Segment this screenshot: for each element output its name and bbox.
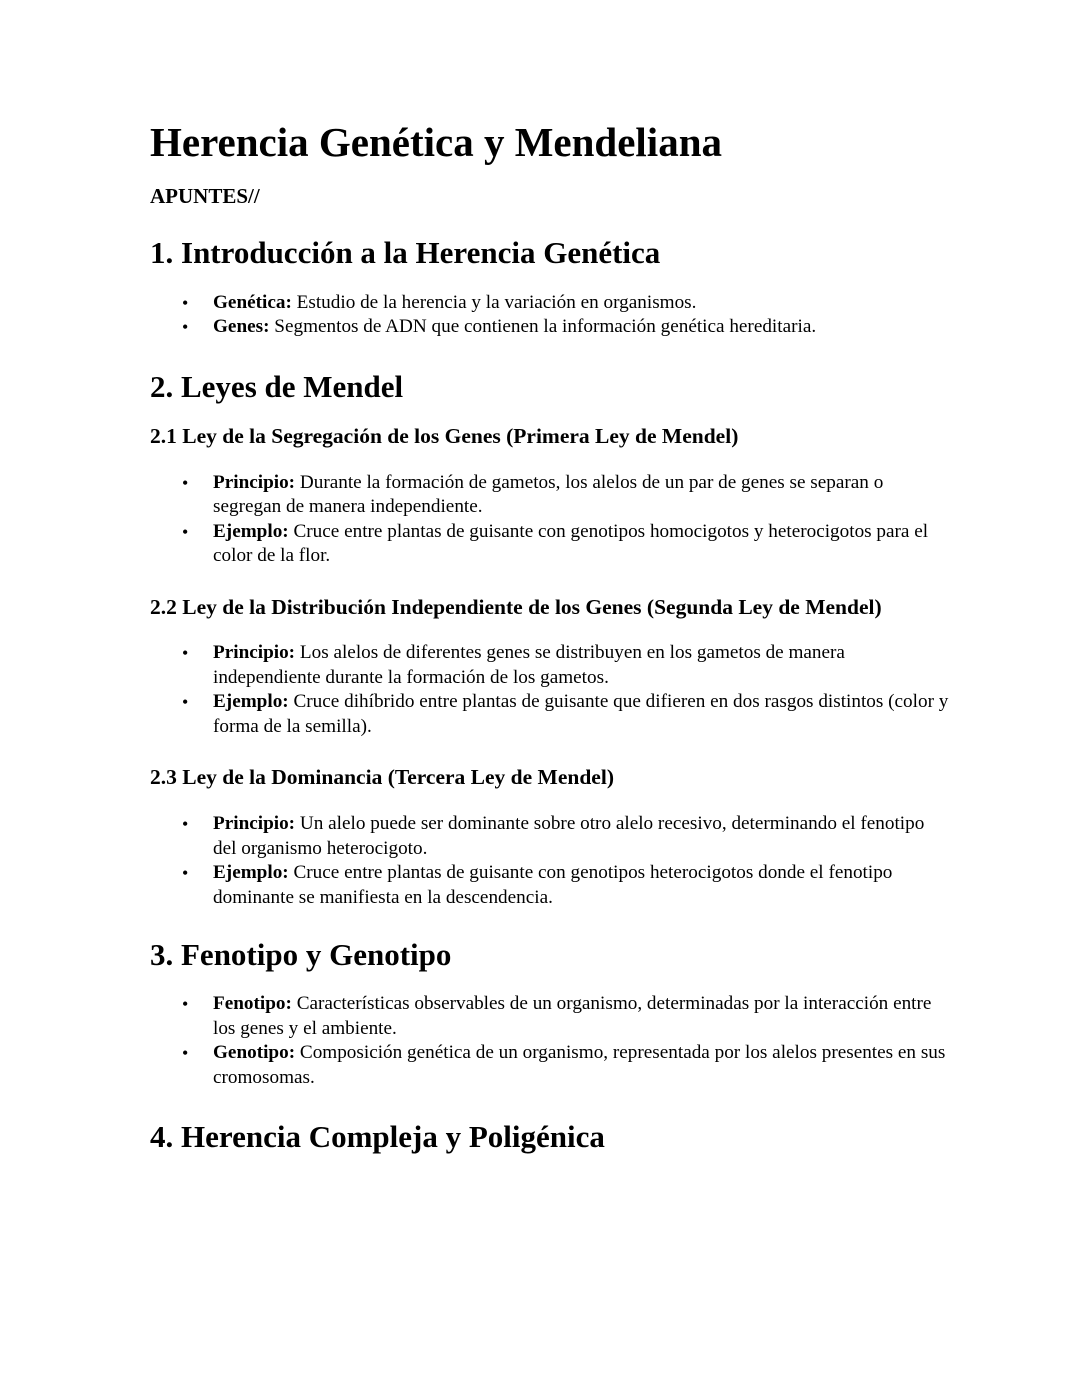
term-definition: Composición genética de un organismo, representada por los alelos presentes en sus cromosomas. <box>213 1042 946 1088</box>
subsection-heading-2-2: 2.2 Ley de la Distribución Independiente de los Genes (Segunda Ley de Mendel) <box>150 594 882 619</box>
term-label: Ejemplo: <box>213 862 289 884</box>
term-definition: Cruce entre plantas de guisante con genotipos heterocigotos donde el fenotipo dominante se manifiesta en la descendencia. <box>213 862 893 908</box>
page-title: Herencia Genética y Mendeliana <box>150 119 722 165</box>
list-item <box>213 291 950 316</box>
term-definition: Características observables de un organismo, determinadas por la interacción entre los genes y el ambiente. <box>213 993 932 1039</box>
bullet-list-2-2 <box>150 641 950 739</box>
bullet-list-intro <box>150 291 950 340</box>
list-item <box>213 1041 950 1090</box>
term-definition: Cruce dihíbrido entre plantas de guisante que difieren en dos rasgos distintos (color y forma de la semilla). <box>213 691 949 737</box>
term-label: Genotipo: <box>213 1042 296 1064</box>
term-definition: Un alelo puede ser dominante sobre otro alelo recesivo, determinando el fenotipo del organismo heterocigoto. <box>213 813 925 859</box>
term-definition: Estudio de la herencia y la variación en organismos. <box>291 291 697 313</box>
section-heading-3: 3. Fenotipo y Genotipo <box>150 937 452 973</box>
term-label: Principio: <box>213 471 296 493</box>
list-item <box>213 861 950 910</box>
list-item <box>213 315 950 340</box>
bullet-list-2-1 <box>150 471 950 569</box>
term-label: Ejemplo: <box>213 691 289 713</box>
term-definition: Los alelos de diferentes genes se distribuyen en los gametos de manera independiente durante la formación de los gametos. <box>213 642 845 688</box>
term-definition: Segmentos de ADN que contienen la información genética hereditaria. <box>269 316 817 338</box>
subsection-heading-2-3: 2.3 Ley de la Dominancia (Tercera Ley de Mendel) <box>150 765 614 790</box>
term-label: Genes: <box>213 316 270 338</box>
bullet-list-3 <box>150 992 950 1090</box>
subsection-heading-2-1: 2.1 Ley de la Segregación de los Genes (Primera Ley de Mendel) <box>150 423 739 448</box>
section-heading-1: 1. Introducción a la Herencia Genética <box>150 235 661 271</box>
list-item <box>213 690 950 739</box>
list-item <box>213 992 950 1041</box>
list-item <box>213 812 950 861</box>
section-heading-2: 2. Leyes de Mendel <box>150 368 404 404</box>
term-label: Principio: <box>213 642 296 664</box>
term-definition: Durante la formación de gametos, los alelos de un par de genes se separan o segregan de manera independiente. <box>213 471 884 518</box>
term-definition: Cruce entre plantas de guisante con genotipos homocigotos y heterocigotos para el color de la flor. <box>213 520 929 567</box>
term-label: Ejemplo: <box>213 520 289 542</box>
list-item <box>213 471 950 520</box>
term-label: Principio: <box>213 813 296 835</box>
bullet-list-2-3 <box>150 812 950 910</box>
list-item <box>213 520 950 569</box>
list-item <box>213 641 950 690</box>
term-label: Genética: <box>213 291 292 313</box>
term-label: Fenotipo: <box>213 993 292 1015</box>
document-page <box>150 118 950 1175</box>
subtitle: APUNTES// <box>150 184 260 209</box>
section-heading-4: 4. Herencia Compleja y Poligénica <box>150 1119 605 1155</box>
